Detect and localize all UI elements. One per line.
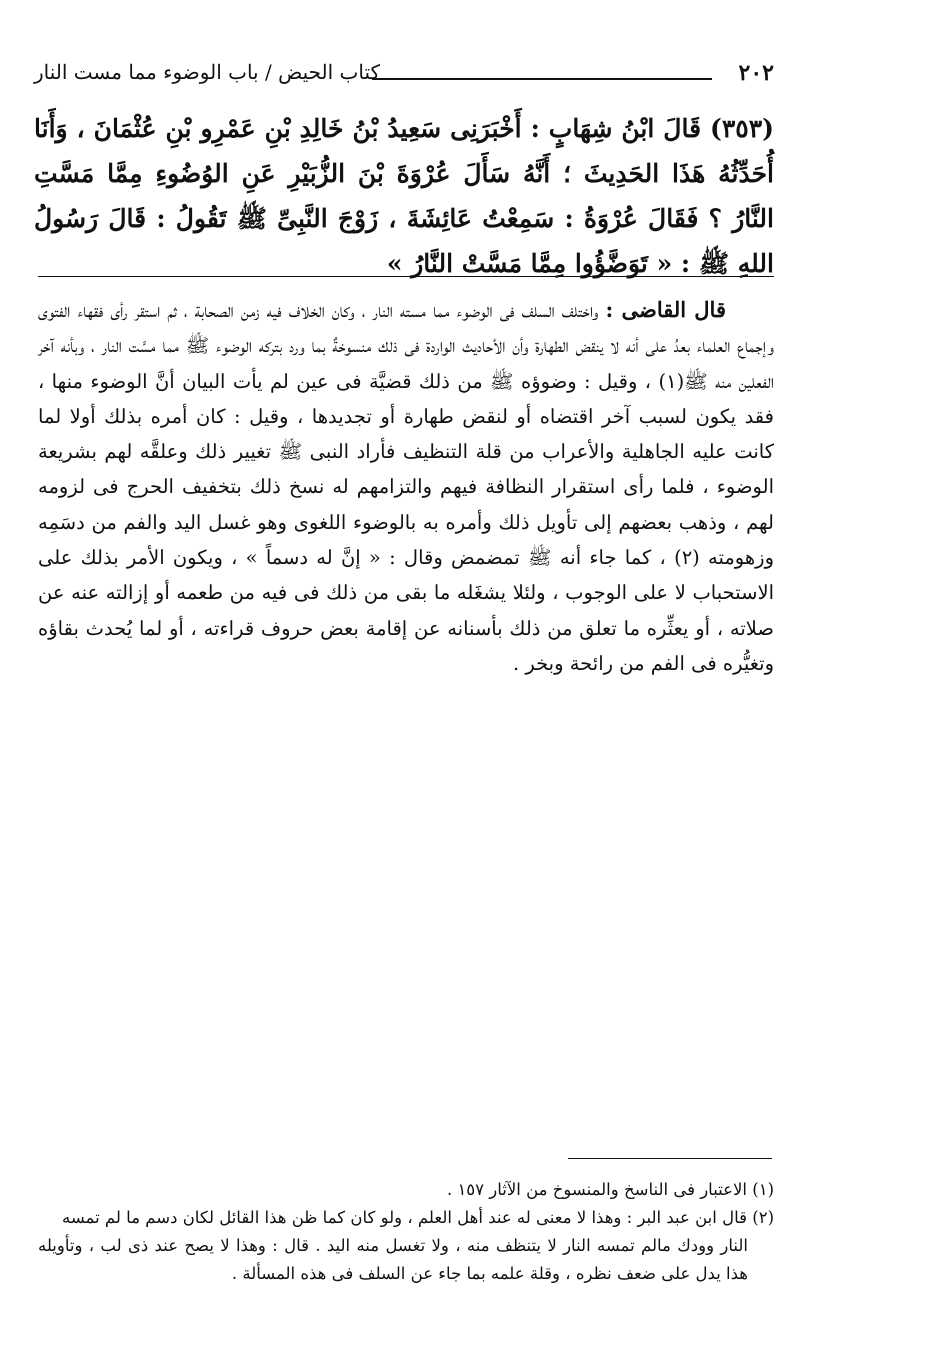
footnote-1: (١) الاعتبار فى الناسخ والمنسوخ من الآثار ١٥٧ .	[446, 1180, 774, 1199]
commentary-paragraph	[38, 292, 774, 681]
commentary-block	[38, 292, 774, 681]
footnotes-block	[38, 1176, 774, 1288]
page-number: ٢٠٢	[738, 60, 774, 86]
footnote-2-continuation: النار وودك مالم تمسه النار لا يتنظف منه ، ولا تغسل منه اليد . قال : وهذا لا يصح عند ذى لب ، وتأويله هذا يدل على ضعف نظره ، وقلة علمه بما جاء عن السلف فى هذه المسألة .	[38, 1236, 748, 1283]
hadith-text-block	[34, 106, 774, 286]
running-title: كتاب الحيض / باب الوضوء مما مست النار	[34, 60, 381, 84]
footnote-2-first-line: (٢) قال ابن عبد البر : وهذا لا معنى له عند أهل العلم ، ولو كان كما ظن هذا القائل لكان دسم ما لم تمسه	[61, 1208, 774, 1227]
hadith-text: (٣٥٣) قَالَ ابْنُ شِهَابٍ : أَخْبَرَنِى سَعِيدُ بْنُ خَالِدِ بْنِ عَمْرِو بْنِ عُثْمَانَ ، وَأَنَا أُحَدِّثُهُ هَذَا الحَدِيثَ ؛ أَنَّهُ سَأَلَ عُرْوَةَ بْنَ الزُّبَيْرِ عَنِ الوُضُوءِ مِمَّا مَسَّتِ النَّارُ ؟ فَقَالَ عُرْوَةُ : سَمِعْتُ عَائِشَةَ ، زَوْجَ النَّبِىِّ ﷺ تَقُولُ : قَالَ رَسُولُ اللهِ ﷺ : « تَوَضَّؤُوا مِمَّا مَسَّتْ النَّارُ »	[34, 114, 774, 278]
commentary-lead: قال القاضى :	[605, 297, 726, 322]
commentary-text: واختلف السلف فى الوضوء مما مسته النار ، وكان الخلاف فيه زمن الصحابة ، ثم استقر رأى فقهاء الفتوى وإجماع العلماء بعدُ على أنه لا ينقض الطهارة وأن الأحاديث الواردة فى ذلك منسوخةٌ بما ورد بتركه الوضوء ﷺ مما مسَّت النار ، وبأنه آخر الفعلين منه ﷺ(١) ، وقيل : وضوؤه ﷺ من ذلك قضيَّة فى عين لم يأت البيان أنَّ الوضوء منها ، فقد يكون لسبب آخر اقتضاه أو لنقض طهارة أو تجديدها ، وقيل : كان أمره بذلك أولا لما كانت عليه الجاهلية والأعراب من قلة التنظيف فأراد النبى ﷺ تغيير ذلك وعلقَّه لهم بشريعة الوضوء ، فلما رأى استقرار النظافة فيهم والتزامهم له نسخ ذلك بتخفيف الحرج فى لزومه لهم ، وذهب بعضهم إلى تأويل ذلك وأمره به بالوضوء اللغوى وهو غسل اليد والفم من دسَمِه وزهومته (٢) ، كما جاء أنه ﷺ تمضمض وقال : « إنَّ له دسماً » ، ويكون الأمر بذلك على الاستحباب لا على الوجوب ، ولئلا يشغَله ما بقى من ذلك فى فيه من طعمه أو إزالته عنه عن صلاته ، أو يعثِّره ما تعلق من ذلك بأسنانه عن إقامة بعض حروف قراءته ، أو لما يُحدث بقاؤه وتغيُّره فى الفم من رائحة وبخر .	[38, 299, 774, 675]
header-rule	[372, 78, 712, 80]
page-header	[34, 58, 774, 92]
section-divider	[38, 276, 774, 277]
footnote-divider	[568, 1158, 772, 1159]
